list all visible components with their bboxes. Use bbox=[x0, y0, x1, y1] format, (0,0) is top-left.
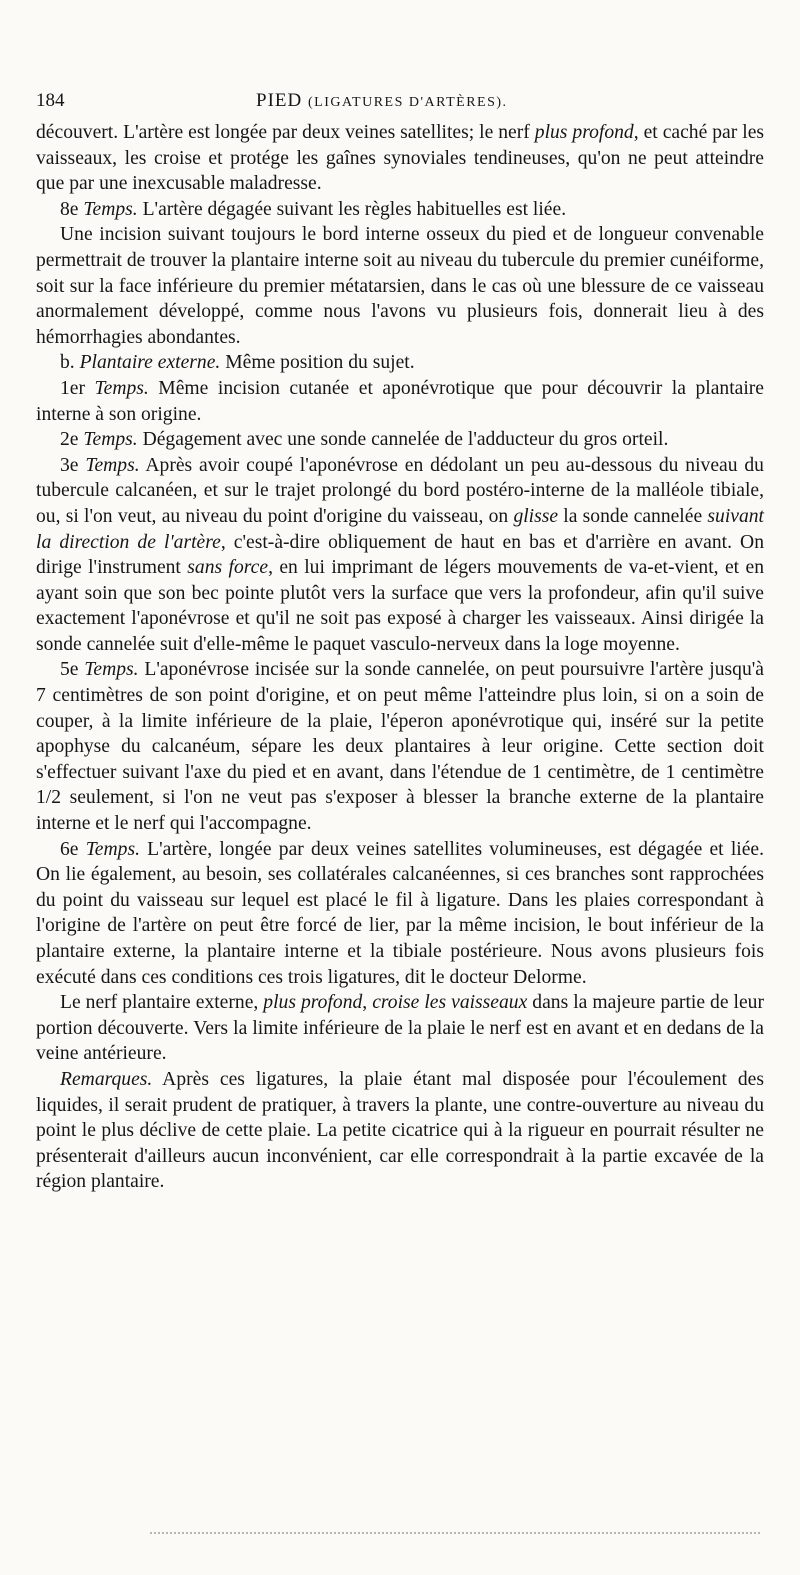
italic-run: plus profond bbox=[534, 122, 634, 143]
paragraph-temps-1 bbox=[36, 376, 764, 427]
text-run: , c'est-à-dire obliquement de haut en bas et d'arrière en avant. On dirige l'instrument bbox=[36, 531, 765, 579]
italic-run: Plantaire externe. bbox=[79, 352, 221, 374]
text-run: Après avoir coupé l'aponévrose en dédolant un peu au-dessous du niveau du tubercule calcanéen, et sur le trajet prolongé du bord postéro-interne de la malléole tibiale, ou, si l'on veut, au niveau du point d'origine du vaisseau, on bbox=[36, 454, 764, 527]
italic-run: Temps. bbox=[94, 377, 149, 399]
text-run: 6e bbox=[60, 838, 86, 860]
text-run: , bbox=[362, 992, 373, 1014]
text-run: L'artère dégagée suivant les règles habituelles est liée. bbox=[137, 198, 567, 220]
text-run: 3e bbox=[60, 454, 86, 476]
text-run: Même incision cutanée et aponévrotique que pour découvrir la plantaire interne à son origine. bbox=[36, 377, 764, 425]
italic-run: croise les vaisseaux bbox=[372, 992, 528, 1014]
body-text bbox=[36, 120, 764, 1195]
text-run: Même position du sujet. bbox=[220, 352, 415, 374]
paragraph-continuation bbox=[36, 120, 764, 197]
running-head bbox=[36, 88, 764, 114]
paragraph-temps-6 bbox=[36, 837, 764, 991]
text-run: , en lui imprimant de légers mouvements de va-et-vient, et en ayant soin que son bec pointe plutôt vers la surface que vers la profondeur, afin qu'il suive exactement l'aponévrose et qu'il ne soit pas exposé à charger les vaisseaux. Ainsi dirigée la sonde cannelée suit d'elle-même le paquet vasculo-nerveux dans la loge moyenne. bbox=[36, 557, 764, 655]
text-run: Le nerf plantaire externe, bbox=[60, 992, 264, 1014]
text-run: , et caché par les vaisseaux, les croise et protége les gaînes synoviales tendineuses, qu'on ne peut atteindre que par une inexcusable maladresse. bbox=[36, 122, 765, 195]
text-run: b. bbox=[60, 352, 80, 374]
italic-run: Temps. bbox=[85, 454, 140, 476]
text-run: 2e bbox=[60, 429, 84, 451]
italic-run: Remarques. bbox=[60, 1068, 153, 1090]
italic-run: glisse bbox=[513, 505, 559, 527]
italic-run: sans force bbox=[187, 557, 269, 579]
text-run: Après ces ligatures, la plaie étant mal disposée pour l'écoulement des liquides, il serait prudent de pratiquer, à travers la plante, une contre-ouverture au niveau du point le plus déclive de cette plaie. La petite cicatrice qui à la rigueur en pourrait résulter ne présenterait d'ailleurs aucun inconvénient, car elle correspondrait à la partie excavée de la région plantaire. bbox=[36, 1068, 764, 1193]
italic-run: Temps. bbox=[83, 429, 138, 451]
text-run: 1er bbox=[60, 377, 95, 399]
italic-run: Temps. bbox=[85, 838, 140, 860]
italic-run: Temps. bbox=[83, 198, 138, 220]
paragraph-nerf-plantaire bbox=[36, 990, 764, 1067]
text-run: L'artère, longée par deux veines satellites volumineuses, est dégagée et liée. On lie également, au besoin, ses collatérales calcanéennes, si ces branches sont rapprochées du point du vaisseau sur lequel est placé le fil à ligature. Dans les plaies correspondant à l'origine de l'artère on peut être forcé de lier, par la même incision, le bout inférieur de la plantaire externe, la plantaire interne et la tibiale postérieure. Nous avons plusieurs fois exécuté dans ces conditions ces trois ligatures, dit le docteur Delorme. bbox=[36, 838, 764, 988]
italic-run: Temps. bbox=[84, 659, 139, 681]
paragraph-incision-note bbox=[36, 222, 764, 350]
paragraph-remarques bbox=[36, 1067, 764, 1195]
text-run: dans la majeure partie de leur portion découverte. Vers la limite inférieure de la plaie le nerf est en avant et en dedans de la veine antérieure. bbox=[36, 992, 764, 1065]
running-title-main: PIED bbox=[256, 90, 303, 111]
paragraph-temps-8 bbox=[36, 197, 764, 223]
running-title bbox=[256, 88, 508, 116]
bottom-rule bbox=[150, 1532, 760, 1534]
paragraph-temps-3 bbox=[36, 453, 764, 658]
running-title-sub: (LIGATURES D'ARTÈRES). bbox=[307, 95, 508, 110]
paragraph-temps-5 bbox=[36, 657, 764, 836]
text-run: Une incision suivant toujours le bord interne osseux du pied et de longueur convenable permettrait de trouver la plantaire interne soit au niveau du tubercule du premier cunéiforme, soit sur la face inférieure du premier métatarsien, dans le cas où une blessure de ce vaisseau anormalement développé, comme nous l'avons vu plusieurs fois, donnerait lieu à des hémorrhagies abondantes. bbox=[36, 224, 764, 348]
text-run: L'aponévrose incisée sur la sonde cannelée, on peut poursuivre l'artère jusqu'à 7 centimètres de son point d'origine, et on peut même l'atteindre plus loin, si on a soin de couper, à la limite inférieure de la plaie, l'éperon aponévrotique qui, inséré sur la petite apophyse du calcanéum, sépare les deux plantaires à leur origine. Cette section doit s'effectuer suivant l'axe du pied et en avant, dans l'étendue de 1 centimètre, de 1 centimètre 1/2 seulement, si l'on ne veut pas s'exposer à blesser la branche externe de la plantaire interne et le nerf qui l'accompagne. bbox=[36, 659, 764, 835]
paragraph-temps-2 bbox=[36, 427, 764, 453]
page-number: 184 bbox=[36, 90, 65, 111]
text-run: découvert. L'artère est longée par deux veines satellites; le nerf bbox=[36, 122, 535, 143]
text-run: la sonde cannelée bbox=[558, 505, 708, 527]
italic-run: suivant la direction de l'artère bbox=[36, 505, 764, 553]
italic-run: plus profond bbox=[263, 992, 363, 1014]
paragraph-section-b bbox=[36, 350, 764, 376]
text-run: 8e bbox=[60, 198, 84, 220]
text-run: Dégagement avec une sonde cannelée de l'adducteur du gros orteil. bbox=[137, 429, 669, 451]
text-run: 5e bbox=[60, 659, 85, 681]
